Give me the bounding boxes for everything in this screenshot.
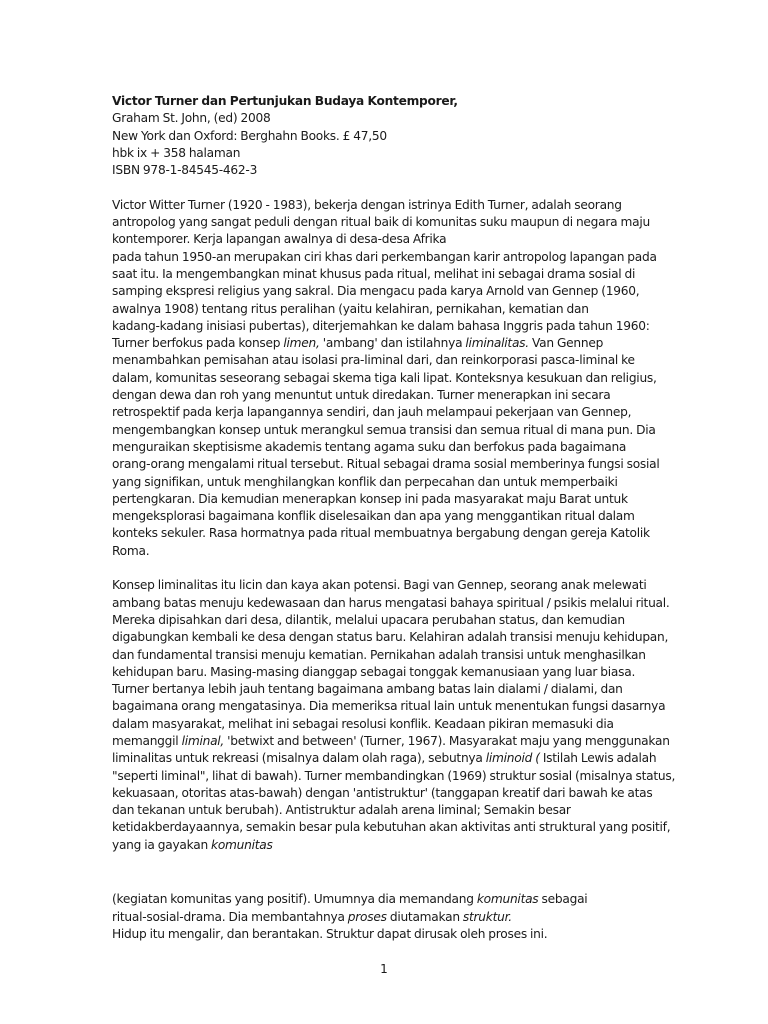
text-line: Roma. xyxy=(112,543,150,558)
document-title: Victor Turner dan Pertunjukan Budaya Kontemporer, xyxy=(112,94,458,108)
italic-term: proses xyxy=(347,909,387,924)
text-line: Hidup itu mengalir, dan berantakan. Struktur dapat dirusak oleh proses ini. xyxy=(112,926,548,941)
text-span: Turner berfokus pada konsep xyxy=(112,336,284,351)
text-line: kadang-kadang inisiasi pubertas), diterjemahkan ke dalam bahasa Inggris pada tahun 1960: xyxy=(112,318,650,333)
spacer xyxy=(112,179,672,196)
page-number: 1 xyxy=(380,962,388,976)
text-line: mengembangkan konsep untuk merangkul semua transisi dan semua ritual di mana pun. Dia xyxy=(112,422,656,437)
text-line: ambang batas menuju kedewasaan dan harus mengatasi bahaya spiritual / psikis melalui ritual. xyxy=(112,595,670,610)
text-line: menambahkan pemisahan atau isolasi pra-liminal dari, dan reinkorporasi pasca-liminal ke xyxy=(112,353,635,368)
italic-term: liminalitas. xyxy=(465,336,529,351)
text-line: Turner bertanya lebih jauh tentang bagaimana ambang batas lain dialami / dialami, dan xyxy=(112,682,623,697)
spacer xyxy=(112,874,672,891)
meta-publisher: New York dan Oxford: Berghahn Books. £ 47,50 xyxy=(112,128,387,143)
text-span: sebagai xyxy=(538,892,588,907)
text-span: Istilah Lewis adalah xyxy=(539,751,657,766)
spacer xyxy=(112,854,672,874)
text-line: menguraikan skeptisisme akademis tentang agama suku dan berfokus pada bagaimana xyxy=(112,439,627,454)
paragraph-3 xyxy=(112,891,672,943)
text-line xyxy=(112,733,672,750)
text-line: dan tekanan untuk berubah). Antistruktur adalah arena liminal; Semakin besar xyxy=(112,803,571,818)
text-span: 'betwixt and between' (Turner, 1967). Masyarakat maju yang menggunakan xyxy=(224,733,670,748)
text-line: pada tahun 1950-an merupakan ciri khas dari perkembangan karir antropolog lapangan pada xyxy=(112,249,657,264)
text-line: konteks sekuler. Rasa hormatnya pada ritual membuatnya bergabung dengan gereja Katolik xyxy=(112,526,650,541)
text-line: Mereka dipisahkan dari desa, dilantik, melalui upacara perubahan status, dan kemudian xyxy=(112,612,625,627)
text-line: pertengkaran. Dia kemudian menerapkan konsep ini pada masyarakat maju Barat untuk xyxy=(112,491,628,506)
paragraph-1 xyxy=(112,197,672,560)
paragraph-2 xyxy=(112,577,676,854)
meta-pages: hbk ix + 358 halaman xyxy=(112,145,241,160)
italic-term: struktur. xyxy=(462,909,512,924)
text-line: "seperti liminal", lihat di bawah). Turner membandingkan (1969) struktur sosial (misalnya status, xyxy=(112,768,676,783)
text-line: saat itu. Ia mengembangkan minat khusus pada ritual, melihat ini sebagai drama sosial di xyxy=(112,266,636,281)
text-line xyxy=(112,909,672,926)
text-line: kontemporer. Kerja lapangan awalnya di desa-desa Afrika xyxy=(112,232,447,247)
text-line: antropolog yang sangat peduli dengan ritual baik di komunitas suku maupun di negara maju xyxy=(112,215,650,230)
text-line: mengeksplorasi bagaimana konflik diselesaikan dan apa yang menggantikan ritual dalam xyxy=(112,509,635,524)
text-line: awalnya 1908) tentang ritus peralihan (yaitu kelahiran, pernikahan, kematian dan xyxy=(112,301,589,316)
text-span: memanggil xyxy=(112,733,182,748)
text-line: kehidupan baru. Masing-masing dianggap sebagai tonggak kemanusiaan yang luar biasa. xyxy=(112,664,636,679)
text-line xyxy=(112,750,672,767)
text-line xyxy=(112,837,672,854)
text-span: Van Gennep xyxy=(528,336,604,351)
text-line xyxy=(112,335,672,352)
text-line: samping ekspresi religius yang sakral. Dia mengacu pada karya Arnold van Gennep (1960, xyxy=(112,284,640,299)
text-line: retrospektif pada kerja lapangannya sendiri, dan jauh melampaui pekerjaan van Gennep, xyxy=(112,405,632,420)
text-span: 'ambang' dan istilahnya xyxy=(319,336,466,351)
text-line: dan fundamental transisi menuju kematian. Pernikahan adalah transisi untuk menghasilkan xyxy=(112,647,646,662)
text-line: bagaimana orang mengatasinya. Dia memeriksa ritual lain untuk menentukan fungsi dasarnya xyxy=(112,699,666,714)
italic-term: liminoid ( xyxy=(485,751,540,766)
text-line: dalam masyarakat, melihat ini sebagai resolusi konflik. Keadaan pikiran memasuki dia xyxy=(112,716,614,731)
text-line: kekuasaan, otoritas atas-bawah) dengan 'antistruktur' (tanggapan kreatif dari bawah ke atas xyxy=(112,785,653,800)
text-line: yang signifikan, untuk menghilangkan konflik dan perpecahan dan untuk memperbaiki xyxy=(112,474,618,489)
meta-editor: Graham St. John, (ed) 2008 xyxy=(112,111,271,126)
italic-term: komunitas xyxy=(211,837,273,852)
italic-term: limen, xyxy=(283,336,320,351)
italic-term: liminal, xyxy=(181,733,225,748)
text-span: ritual-sosial-drama. Dia membantahnya xyxy=(112,909,348,924)
text-line: dalam, komunitas seseorang sebagai skema tiga kali lipat. Konteksnya kesukuan dan religius, xyxy=(112,370,657,385)
text-span: diutamakan xyxy=(386,909,463,924)
text-line xyxy=(112,891,672,908)
text-line: Victor Witter Turner (1920 - 1983), bekerja dengan istrinya Edith Turner, adalah seorang xyxy=(112,197,622,212)
text-line: dengan dewa dan roh yang menuntut untuk diredakan. Turner menerapkan ini secara xyxy=(112,388,611,403)
text-line: orang-orang mengalami ritual tersebut. Ritual sebagai drama sosial memberinya fungsi sosial xyxy=(112,457,660,472)
document-body xyxy=(112,93,676,943)
italic-term: komunitas xyxy=(476,892,539,907)
text-line: ketidakberdayaannya, semakin besar pula kebutuhan akan aktivitas anti struktural yang positif, xyxy=(112,820,671,835)
text-line: Konsep liminalitas itu licin dan kaya akan potensi. Bagi van Gennep, seorang anak melewati xyxy=(112,578,647,593)
text-span: (kegiatan komunitas yang positif). Umumnya dia memandang xyxy=(112,892,477,907)
spacer xyxy=(112,560,672,577)
text-span: yang ia gayakan xyxy=(112,837,212,852)
meta-isbn: ISBN 978-1-84545-462-3 xyxy=(112,163,258,178)
text-span: liminalitas untuk rekreasi (misalnya dalam olah raga), sebutnya xyxy=(112,751,486,766)
text-line: digabungkan kembali ke desa dengan status baru. Kelahiran adalah transisi menuju kehidupan, xyxy=(112,630,669,645)
